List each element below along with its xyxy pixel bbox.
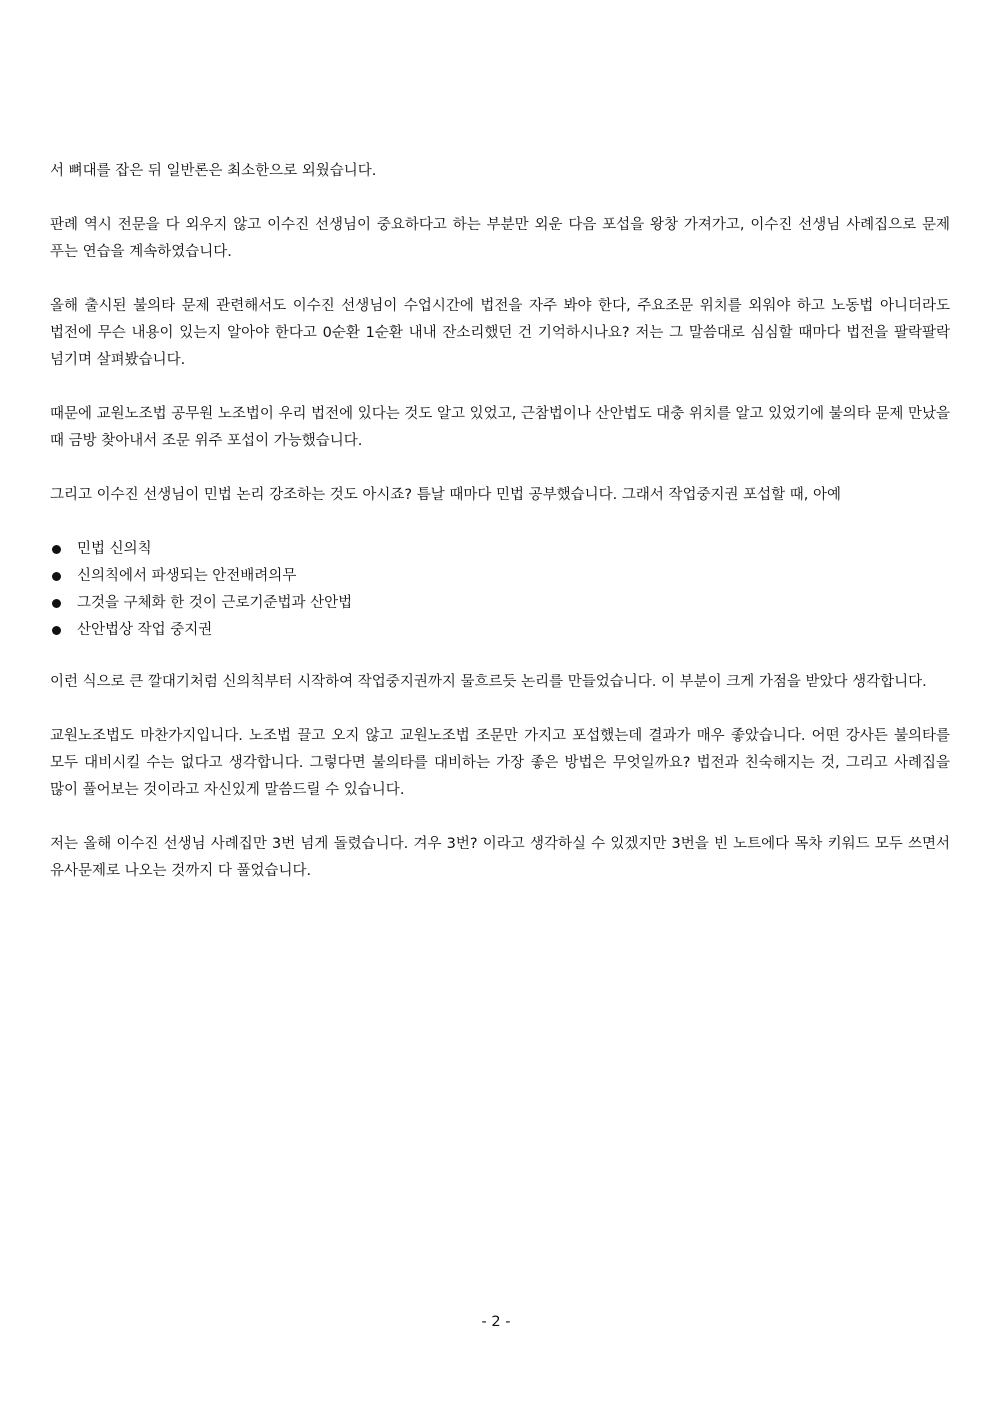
list-item (50, 536, 950, 563)
bullet-list (50, 536, 950, 644)
list-item-text: 그것을 구체화 한 것이 근로기준법과 산안법 (77, 595, 353, 611)
bullet-icon (52, 599, 61, 608)
page-content (50, 158, 950, 912)
paragraph: 교원노조법도 마찬가지입니다. 노조법 끌고 오지 않고 교원노조법 조문만 가지고 포섭했는데 결과가 매우 좋았습니다. 어떤 강사든 불의타를 모두 대비시킬 수는 없다고 생각합니다. 그렇다면 불의타를 대비하는 가장 좋은 방법은 무엇일까요? 법전과 친숙해지는 것, 그리고 사례집을 많이 풀어보는 것이라고 자신있게 말씀드릴 수 있습니다. (50, 728, 950, 798)
page-number: - 2 - (481, 1314, 511, 1330)
list-item (50, 590, 950, 617)
list-item (50, 617, 950, 644)
bullet-icon (52, 572, 61, 581)
list-item-text: 민법 신의칙 (77, 541, 152, 557)
paragraph: 서 뼈대를 잡은 뒤 일반론은 최소한으로 외웠습니다. (50, 163, 377, 179)
bullet-icon (52, 545, 61, 554)
paragraph: 저는 올해 이수진 선생님 사례집만 3번 넘게 돌렸습니다. 겨우 3번? 이라고 생각하실 수 있겠지만 3번을 빈 노트에다 목차 키워드 모두 쓰면서 유사문제로 나오는 것까지 다 풀었습니다. (50, 836, 950, 879)
paragraph: 올해 출시된 불의타 문제 관련해서도 이수진 선생님이 수업시간에 법전을 자주 봐야 한다, 주요조문 위치를 외워야 하고 노동법 아니더라도 법전에 무슨 내용이 있는지 알아야 한다고 0순환 1순환 내내 잔소리했던 건 기억하시나요? 저는 그 말씀대로 심심할 때마다 법전을 팔락팔락 넘기며 살펴봤습니다. (50, 298, 950, 368)
paragraph: 때문에 교원노조법 공무원 노조법이 우리 법전에 있다는 것도 알고 있었고, 근참법이나 산안법도 대충 위치를 알고 있었기에 불의타 문제 만났을 때 금방 찾아내서 조문 위주 포섭이 가능했습니다. (50, 406, 950, 449)
paragraph: 이런 식으로 큰 깔대기처럼 신의칙부터 시작하여 작업중지권까지 물흐르듯 논리를 만들었습니다. 이 부분이 크게 가점을 받았다 생각합니다. (50, 674, 927, 690)
paragraph: 판례 역시 전문을 다 외우지 않고 이수진 선생님이 중요하다고 하는 부분만 외운 다음 포섭을 왕창 가져가고, 이수진 선생님 사례집으로 문제 푸는 연습을 계속하였습니다. (50, 217, 950, 260)
paragraph: 그리고 이수진 선생님이 민법 논리 강조하는 것도 아시죠? 틈날 때마다 민법 공부했습니다. 그래서 작업중지권 포섭할 때, 아예 (50, 487, 842, 503)
list-item (50, 563, 950, 590)
bullet-icon (52, 626, 61, 635)
list-item-text: 신의칙에서 파생되는 안전배려의무 (77, 568, 297, 584)
list-item-text: 산안법상 작업 중지권 (77, 622, 213, 638)
